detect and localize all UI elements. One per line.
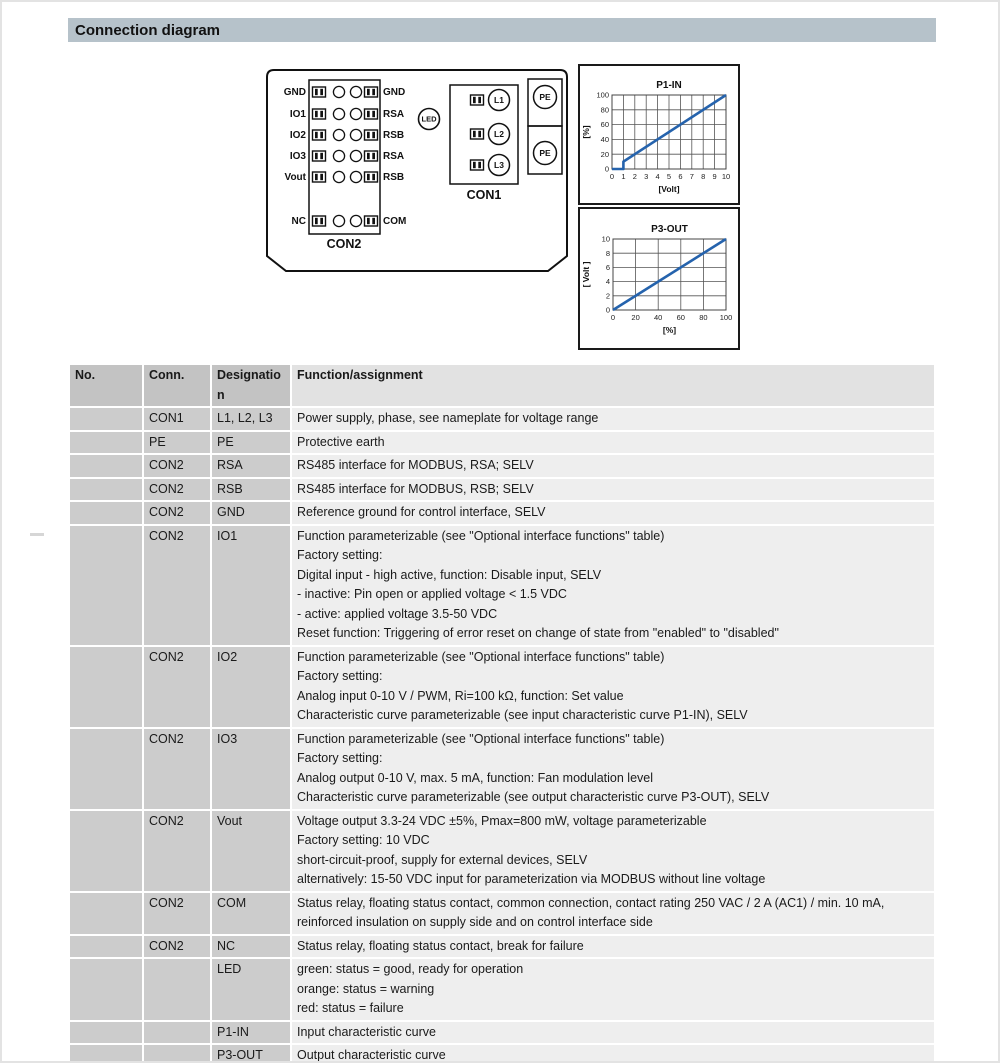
function-line: Voltage output 3.3-24 VDC ±5%, Pmax=800 mW, voltage parameterizable (297, 813, 707, 828)
table-row (70, 526, 934, 645)
con2-left-label: GND (283, 87, 306, 98)
cell-designation: P1-IN (212, 1022, 290, 1044)
cell-designation: Vout (212, 811, 290, 891)
table-row (70, 893, 934, 934)
function-line: Output characteristic curve (297, 1048, 446, 1062)
function-line: red: status = failure (297, 1001, 404, 1015)
led-indicator-icon (419, 109, 440, 130)
table-row (70, 811, 934, 891)
cell-conn: CON1 (144, 408, 210, 430)
cell-no (70, 408, 142, 430)
cell-designation: GND (212, 502, 290, 524)
con1-pin-label: L1 (494, 95, 504, 105)
function-line: Reference ground for control interface, SELV (297, 505, 546, 519)
con2-right-label: RSA (383, 109, 405, 120)
function-line: Analog input 0-10 V / PWM, Ri=100 kΩ, function: Set value (297, 688, 624, 703)
function-line: Factory setting: (297, 548, 383, 562)
cell-conn (144, 959, 210, 1020)
function-line: RS485 interface for MODBUS, RSA; SELV (297, 458, 534, 472)
cell-function (292, 729, 934, 809)
function-line: Status relay, floating status contact, break for failure (297, 938, 584, 953)
table-row (70, 408, 934, 430)
con2-right-label: COM (383, 216, 407, 227)
svg-text:3: 3 (644, 172, 649, 181)
function-line: Analog output 0-10 V, max. 5 mA, function: Fan modulation level (297, 770, 653, 785)
cell-designation: PE (212, 432, 290, 454)
cell-designation: IO3 (212, 729, 290, 809)
function-line: Protective earth (297, 434, 385, 449)
cell-function (292, 479, 934, 501)
con2-left-label: Vout (284, 172, 306, 183)
cell-no (70, 432, 142, 454)
function-line: - active: applied voltage 3.5-50 VDC (297, 606, 498, 621)
svg-text:6: 6 (678, 172, 683, 181)
con2-left-label: IO3 (289, 151, 306, 162)
margin-dash (30, 533, 44, 536)
header-conn: Conn. (144, 365, 210, 406)
cell-no (70, 959, 142, 1020)
cell-function (292, 893, 934, 934)
con1-pin-label: L2 (494, 129, 504, 139)
cell-designation: L1, L2, L3 (212, 408, 290, 430)
svg-text:7: 7 (689, 172, 694, 181)
svg-text:4: 4 (655, 172, 660, 181)
chart-p1-in (578, 64, 740, 205)
svg-text:P3-OUT: P3-OUT (651, 224, 688, 235)
cell-function (292, 502, 934, 524)
svg-text:40: 40 (600, 135, 609, 144)
svg-text:8: 8 (701, 172, 706, 181)
con2-right-label: RSB (383, 130, 405, 141)
cell-conn: PE (144, 432, 210, 454)
svg-text:2: 2 (605, 291, 610, 301)
function-line: Function parameterizable (see "Optional interface functions" table) (297, 649, 665, 664)
cell-function (292, 526, 934, 645)
svg-text:1: 1 (621, 172, 626, 181)
cell-conn: CON2 (144, 729, 210, 809)
header-designation: Designation (212, 365, 290, 406)
svg-text:P1-IN: P1-IN (656, 80, 682, 91)
cell-designation: IO2 (212, 647, 290, 727)
svg-text:2: 2 (632, 172, 637, 181)
svg-text:80: 80 (600, 105, 609, 115)
cell-no (70, 479, 142, 501)
cell-conn: CON2 (144, 479, 210, 501)
cell-designation: RSB (212, 479, 290, 501)
pe-label: PE (539, 92, 551, 102)
svg-text:[ Volt ]: [ Volt ] (581, 261, 591, 288)
page-title: Connection diagram (75, 21, 221, 39)
cell-function (292, 408, 934, 430)
svg-text:100: 100 (719, 313, 733, 322)
function-line: Characteristic curve parameterizable (see input characteristic curve P1-IN), SELV (297, 708, 748, 722)
function-line: Function parameterizable (see "Optional interface functions" table) (297, 528, 665, 543)
function-line: - inactive: Pin open or applied voltage < 1.5 VDC (297, 587, 567, 601)
svg-text:0: 0 (605, 305, 610, 315)
cell-conn: CON2 (144, 893, 210, 934)
cell-designation: IO1 (212, 526, 290, 645)
svg-text:[Volt]: [Volt] (658, 184, 680, 194)
svg-text:60: 60 (676, 313, 685, 322)
table-row (70, 479, 934, 501)
con2-right-label: RSB (383, 172, 405, 183)
connection-table (68, 363, 936, 1063)
cell-designation: P3-OUT (212, 1045, 290, 1063)
table-row (70, 455, 934, 477)
con2-block (284, 80, 407, 251)
cell-designation: LED (212, 959, 290, 1020)
function-line: Reset function: Triggering of error reset on change of state from "enabled" to "disabled" (297, 626, 779, 640)
cell-function (292, 455, 934, 477)
cell-no (70, 811, 142, 891)
cell-function (292, 811, 934, 891)
cell-no (70, 893, 142, 934)
con1-pin-label: L3 (494, 160, 504, 170)
svg-text:0: 0 (604, 164, 609, 174)
svg-text:20: 20 (631, 313, 640, 322)
cell-function (292, 1045, 934, 1063)
chart-p3-out (578, 207, 740, 350)
svg-text:8: 8 (605, 248, 610, 258)
function-line: Power supply, phase, see nameplate for voltage range (297, 411, 599, 425)
con2-label: CON2 (326, 237, 362, 251)
cell-conn (144, 1022, 210, 1044)
table-row (70, 502, 934, 524)
cell-conn: CON2 (144, 811, 210, 891)
cell-no (70, 1045, 142, 1063)
table-row (70, 432, 934, 454)
function-line: green: status = good, ready for operation (297, 962, 524, 976)
svg-text:40: 40 (654, 313, 663, 322)
led-label: LED (421, 114, 437, 124)
function-line: short-circuit-proof, supply for external devices, SELV (297, 852, 588, 867)
cell-no (70, 502, 142, 524)
function-line: Function parameterizable (see "Optional interface functions" table) (297, 731, 665, 746)
svg-text:60: 60 (600, 120, 609, 130)
cell-function (292, 647, 934, 727)
con2-left-label: IO1 (289, 109, 306, 120)
connection-device-diagram (262, 68, 574, 278)
con1-block (450, 85, 518, 202)
device-outline (267, 70, 567, 271)
function-line: orange: status = warning (297, 981, 435, 996)
cell-no (70, 729, 142, 809)
function-line: Input characteristic curve (297, 1024, 436, 1039)
table-row (70, 647, 934, 727)
table-row (70, 1022, 934, 1044)
con2-left-label: IO2 (289, 130, 306, 141)
cell-designation: COM (212, 893, 290, 934)
cell-designation: RSA (212, 455, 290, 477)
cell-function (292, 1022, 934, 1044)
svg-text:10: 10 (721, 172, 731, 181)
con2-left-label: NC (291, 216, 306, 227)
header-function: Function/assignment (292, 365, 934, 406)
cell-function (292, 936, 934, 958)
function-line: Status relay, floating status contact, common connection, contact rating 250 VAC / 2 A (AC1) / min. 10 mA, reinforced insulation on supply side and on control interface side (297, 895, 885, 929)
function-line: alternatively: 15-50 VDC input for parameterization via MODBUS without line voltage (297, 872, 766, 886)
table-header-row (70, 365, 934, 406)
svg-text:10: 10 (601, 234, 610, 244)
con2-row-symbols (313, 86, 378, 226)
svg-text:0: 0 (609, 172, 615, 181)
function-line: Characteristic curve parameterizable (see output characteristic curve P3-OUT), SELV (297, 790, 770, 804)
table-row (70, 729, 934, 809)
svg-text:0: 0 (610, 313, 616, 322)
pe-label: PE (539, 148, 551, 158)
cell-function (292, 959, 934, 1020)
table-row (70, 959, 934, 1020)
section-title-bar (68, 18, 936, 42)
function-line: Factory setting: (297, 669, 383, 683)
con2-right-label: GND (383, 87, 406, 98)
cell-conn: CON2 (144, 526, 210, 645)
table-body (70, 408, 934, 1063)
function-line: Factory setting: (297, 751, 383, 765)
svg-text:100: 100 (596, 90, 609, 100)
svg-text:4: 4 (605, 277, 610, 287)
function-line: Digital input - high active, function: Disable input, SELV (297, 567, 602, 582)
cell-conn: CON2 (144, 647, 210, 727)
svg-text:[%]: [%] (662, 325, 677, 335)
svg-text:80: 80 (699, 313, 708, 322)
con1-label: CON1 (466, 188, 502, 202)
cell-conn (144, 1045, 210, 1063)
svg-text:20: 20 (600, 149, 609, 159)
cell-no (70, 1022, 142, 1044)
cell-conn: CON2 (144, 502, 210, 524)
table-row (70, 1045, 934, 1063)
cell-conn: CON2 (144, 936, 210, 958)
header-no: No. (70, 365, 142, 406)
table-row (70, 936, 934, 958)
cell-function (292, 432, 934, 454)
function-line: Factory setting: 10 VDC (297, 833, 430, 847)
cell-no (70, 455, 142, 477)
svg-text:5: 5 (666, 172, 672, 181)
cell-no (70, 647, 142, 727)
cell-designation: NC (212, 936, 290, 958)
svg-text:9: 9 (712, 172, 717, 181)
con2-right-label: RSA (383, 151, 405, 162)
cell-no (70, 936, 142, 958)
svg-text:[%]: [%] (581, 125, 591, 139)
cell-no (70, 526, 142, 645)
function-line: RS485 interface for MODBUS, RSB; SELV (297, 481, 534, 496)
cell-conn: CON2 (144, 455, 210, 477)
svg-text:6: 6 (605, 263, 610, 272)
pe-terminals (528, 79, 562, 174)
